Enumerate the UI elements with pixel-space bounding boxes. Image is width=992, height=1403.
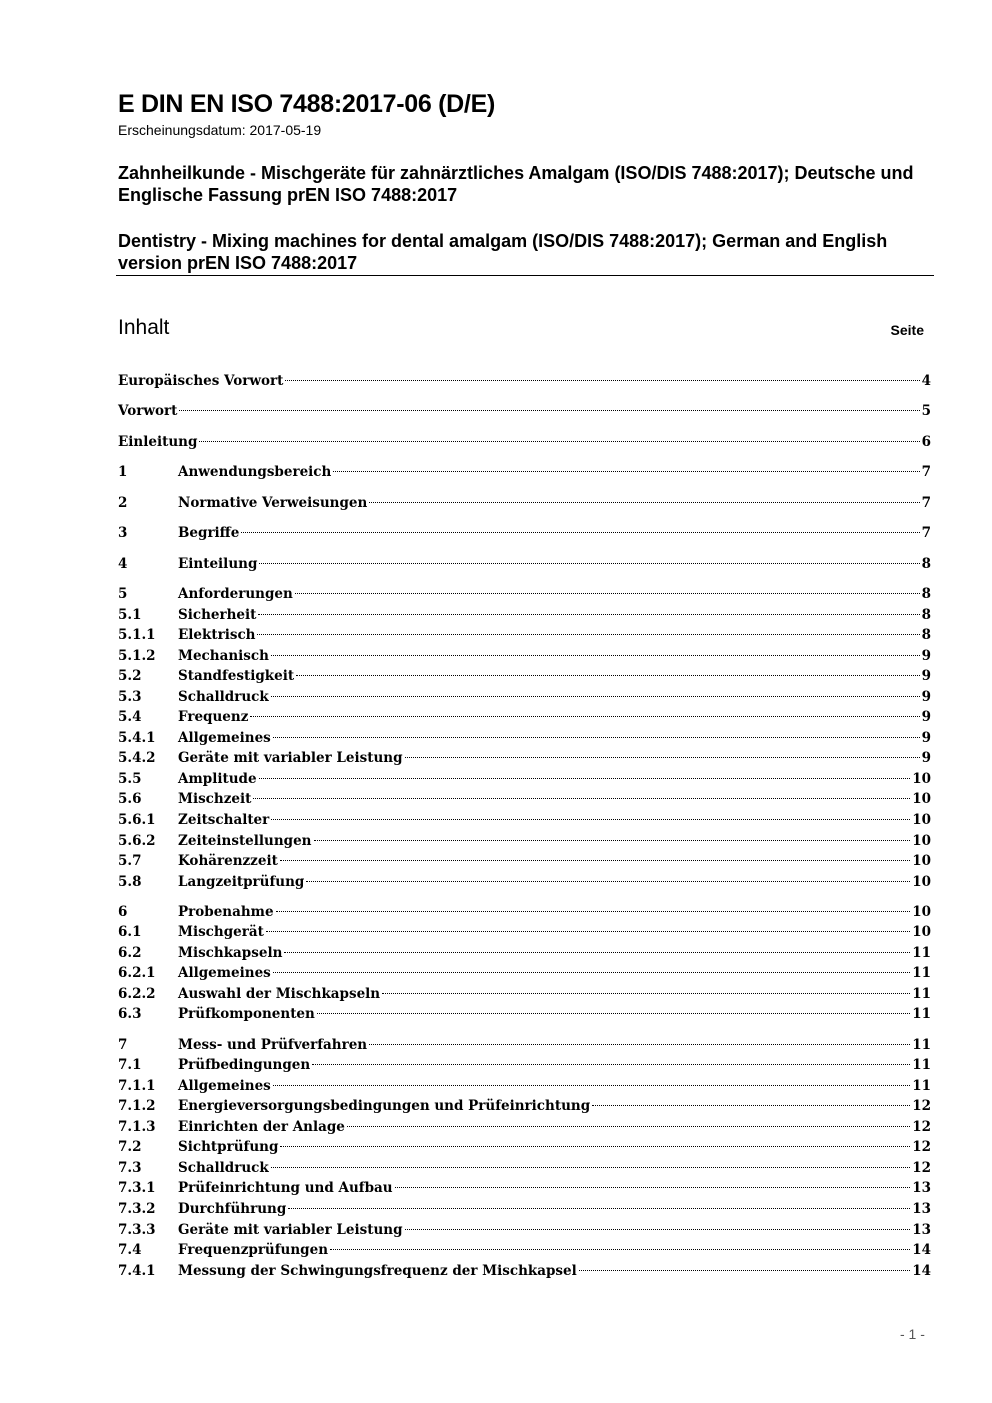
toc-entry[interactable] xyxy=(118,1199,931,1219)
toc-dot-leader xyxy=(405,757,920,758)
toc-dot-leader xyxy=(280,860,910,861)
toc-entry-number: 4 xyxy=(118,556,128,572)
toc-entry-number: 6 xyxy=(118,904,128,920)
toc-entry-label: Prüfkomponenten xyxy=(178,1006,315,1022)
document-title: E DIN EN ISO 7488:2017-06 (D/E) xyxy=(118,90,495,118)
toc-entry-label: Zeitschalter xyxy=(178,812,270,828)
toc-entry-page: 8 xyxy=(921,627,931,643)
toc-dot-leader xyxy=(579,1270,910,1271)
toc-dot-leader xyxy=(250,716,919,717)
toc-entry[interactable] xyxy=(118,625,931,645)
toc-entry-number: 7.3 xyxy=(118,1160,142,1176)
toc-entry-number: 5.6 xyxy=(118,791,142,807)
toc-dot-leader xyxy=(296,675,919,676)
toc-entry-label: Einrichten der Anlage xyxy=(178,1119,345,1135)
toc-dot-leader xyxy=(333,471,919,472)
toc-entry-number: 7.4.1 xyxy=(118,1263,156,1279)
toc-entry-number: 7.1 xyxy=(118,1057,142,1073)
toc-entry-label: Frequenz xyxy=(178,709,249,725)
toc-entry[interactable] xyxy=(118,1096,931,1116)
toc-entry-number: 7.3.3 xyxy=(118,1222,156,1238)
toc-dot-leader xyxy=(330,1249,910,1250)
toc-entry-number: 5.8 xyxy=(118,874,142,890)
toc-entry[interactable] xyxy=(118,769,931,789)
toc-entry[interactable] xyxy=(118,1178,931,1198)
toc-entry-page: 12 xyxy=(912,1119,931,1135)
toc-entry-number: 7.4 xyxy=(118,1242,142,1258)
toc-entry-number: 5.4.2 xyxy=(118,750,156,766)
toc-entry-label: Normative Verweisungen xyxy=(178,495,368,511)
toc-entry[interactable] xyxy=(118,493,931,513)
toc-dot-leader xyxy=(317,1013,910,1014)
toc-heading: Inhalt xyxy=(118,316,170,339)
toc-entry[interactable] xyxy=(118,1158,931,1178)
toc-dot-leader xyxy=(314,840,911,841)
toc-entry-page: 12 xyxy=(912,1098,931,1114)
toc-entry[interactable] xyxy=(118,401,931,421)
toc-entry-number: 5 xyxy=(118,586,128,602)
toc-entry-page: 11 xyxy=(912,945,931,961)
toc-entry-page: 9 xyxy=(921,750,931,766)
toc-entry-page: 13 xyxy=(912,1222,931,1238)
toc-entry-page: 10 xyxy=(912,853,931,869)
toc-entry-page: 14 xyxy=(912,1242,931,1258)
toc-entry[interactable] xyxy=(118,1261,931,1281)
toc-entry-label: Geräte mit variabler Leistung xyxy=(178,1222,403,1238)
toc-entry-page: 10 xyxy=(912,771,931,787)
toc-entry[interactable] xyxy=(118,1055,931,1075)
toc-dot-leader xyxy=(273,737,920,738)
toc-entry-page: 6 xyxy=(921,434,931,450)
toc-entry-label: Allgemeines xyxy=(178,1078,271,1094)
toc-entry-label: Allgemeines xyxy=(178,965,271,981)
toc-dot-leader xyxy=(259,778,911,779)
toc-dot-leader xyxy=(288,1208,910,1209)
toc-entry-number: 5.1.1 xyxy=(118,627,156,643)
toc-entry-page: 7 xyxy=(921,495,931,511)
toc-entry-label: Europäisches Vorwort xyxy=(118,373,284,389)
toc-entry-page: 10 xyxy=(912,791,931,807)
toc-entry-page: 11 xyxy=(912,1057,931,1073)
toc-entry-label: Mischgerät xyxy=(178,924,264,940)
toc-entry-number: 2 xyxy=(118,495,128,511)
toc-entry[interactable] xyxy=(118,1004,931,1024)
toc-dot-leader xyxy=(273,972,910,973)
toc-entry-page: 13 xyxy=(912,1180,931,1196)
toc-entry-page: 7 xyxy=(921,464,931,480)
toc-entry-label: Anwendungsbereich xyxy=(178,464,332,480)
toc-entry-label: Durchführung xyxy=(178,1201,287,1217)
toc-entry[interactable] xyxy=(118,1137,931,1157)
toc-entry-label: Standfestigkeit xyxy=(178,668,295,684)
toc-entry-number: 5.4.1 xyxy=(118,730,156,746)
page-number: - 1 - xyxy=(900,1326,925,1342)
toc-entry[interactable] xyxy=(118,831,931,851)
toc-dot-leader xyxy=(347,1126,910,1127)
subtitle-english: Dentistry - Mixing machines for dental amalgam (ISO/DIS 7488:2017); German and English version prEN ISO 7488:2017 xyxy=(118,231,888,273)
toc-entry-page: 10 xyxy=(912,874,931,890)
toc-entry-label: Sicherheit xyxy=(178,607,257,623)
toc-entry-label: Mischzeit xyxy=(178,791,252,807)
toc-entry[interactable] xyxy=(118,666,931,686)
toc-dot-leader xyxy=(258,614,919,615)
toc-dot-leader xyxy=(280,1146,910,1147)
toc-entry-label: Zeiteinstellungen xyxy=(178,833,312,849)
toc-entry-number: 7.3.1 xyxy=(118,1180,156,1196)
toc-dot-leader xyxy=(259,563,919,564)
toc-entry-label: Mischkapseln xyxy=(178,945,283,961)
toc-entry-page: 10 xyxy=(912,904,931,920)
toc-entry-label: Auswahl der Mischkapseln xyxy=(178,986,381,1002)
toc-entry-page: 9 xyxy=(921,709,931,725)
toc-entry-label: Energieversorgungsbedingungen und Prüfeinrichtung xyxy=(178,1098,591,1114)
toc-entry[interactable] xyxy=(118,584,931,604)
toc-entry-page: 9 xyxy=(921,689,931,705)
toc-entry-number: 5.7 xyxy=(118,853,142,869)
toc-entry-page: 8 xyxy=(921,556,931,572)
toc-dot-leader xyxy=(592,1105,910,1106)
toc-entry-page: 11 xyxy=(912,986,931,1002)
toc-entry[interactable] xyxy=(118,1117,931,1137)
toc-dot-leader xyxy=(284,952,910,953)
toc-entry-page: 9 xyxy=(921,648,931,664)
toc-page-label: Seite xyxy=(890,322,924,338)
toc-entry-number: 6.2 xyxy=(118,945,142,961)
table-of-contents xyxy=(118,0,931,1403)
toc-entry-page: 10 xyxy=(912,924,931,940)
toc-entry-page: 10 xyxy=(912,833,931,849)
toc-dot-leader xyxy=(271,696,920,697)
toc-entry-label: Einteilung xyxy=(178,556,258,572)
toc-dot-leader xyxy=(405,1229,911,1230)
toc-entry-page: 11 xyxy=(912,965,931,981)
toc-dot-leader xyxy=(276,911,911,912)
toc-dot-leader xyxy=(257,634,919,635)
toc-entry-page: 8 xyxy=(921,586,931,602)
toc-entry[interactable] xyxy=(118,943,931,963)
toc-entry[interactable] xyxy=(118,646,931,666)
toc-entry[interactable] xyxy=(118,523,931,543)
toc-dot-leader xyxy=(273,1085,910,1086)
toc-dot-leader xyxy=(285,380,919,381)
toc-entry-label: Kohärenzzeit xyxy=(178,853,278,869)
toc-dot-leader xyxy=(271,655,920,656)
toc-entry-page: 9 xyxy=(921,730,931,746)
toc-entry-label: Begriffe xyxy=(178,525,240,541)
toc-entry[interactable] xyxy=(118,902,931,922)
toc-entry-label: Vorwort xyxy=(118,403,178,419)
toc-entry-number: 6.2.1 xyxy=(118,965,156,981)
toc-dot-leader xyxy=(199,441,919,442)
toc-entry-number: 1 xyxy=(118,464,128,480)
toc-entry-number: 7 xyxy=(118,1037,128,1053)
toc-entry[interactable] xyxy=(118,963,931,983)
toc-entry[interactable] xyxy=(118,810,931,830)
toc-entry-number: 7.1.2 xyxy=(118,1098,156,1114)
toc-dot-leader xyxy=(369,1044,910,1045)
toc-entry-label: Anforderungen xyxy=(178,586,293,602)
toc-entry-label: Geräte mit variabler Leistung xyxy=(178,750,403,766)
toc-entry[interactable] xyxy=(118,748,931,768)
toc-dot-leader xyxy=(295,593,920,594)
toc-entry-number: 5.2 xyxy=(118,668,142,684)
toc-entry[interactable] xyxy=(118,462,931,482)
toc-entry-number: 6.3 xyxy=(118,1006,142,1022)
toc-entry-label: Prüfeinrichtung und Aufbau xyxy=(178,1180,393,1196)
toc-entry-number: 5.6.1 xyxy=(118,812,156,828)
toc-entry[interactable] xyxy=(118,687,931,707)
toc-entry[interactable] xyxy=(118,605,931,625)
toc-entry-label: Mess- und Prüfverfahren xyxy=(178,1037,368,1053)
toc-entry-number: 6.1 xyxy=(118,924,142,940)
toc-dot-leader xyxy=(395,1187,911,1188)
toc-entry[interactable] xyxy=(118,984,931,1004)
toc-entry-page: 5 xyxy=(921,403,931,419)
toc-dot-leader xyxy=(271,819,910,820)
toc-entry-label: Schalldruck xyxy=(178,1160,269,1176)
toc-entry[interactable] xyxy=(118,728,931,748)
toc-entry-page: 11 xyxy=(912,1078,931,1094)
toc-entry-label: Prüfbedingungen xyxy=(178,1057,311,1073)
publication-date: Erscheinungsdatum: 2017-05-19 xyxy=(118,122,322,138)
toc-entry[interactable] xyxy=(118,789,931,809)
toc-entry-label: Frequenzprüfungen xyxy=(178,1242,329,1258)
toc-entry-page: 12 xyxy=(912,1139,931,1155)
toc-entry-number: 7.2 xyxy=(118,1139,142,1155)
toc-entry[interactable] xyxy=(118,1076,931,1096)
toc-entry-number: 7.1.3 xyxy=(118,1119,156,1135)
toc-dot-leader xyxy=(253,798,910,799)
toc-entry-label: Amplitude xyxy=(178,771,257,787)
toc-entry-page: 11 xyxy=(912,1037,931,1053)
toc-entry-number: 5.4 xyxy=(118,709,142,725)
toc-dot-leader xyxy=(271,1167,910,1168)
toc-entry-label: Langzeitprüfung xyxy=(178,874,305,890)
toc-entry-page: 8 xyxy=(921,607,931,623)
toc-entry[interactable] xyxy=(118,371,931,391)
toc-entry-label: Einleitung xyxy=(118,434,198,450)
toc-entry-page: 12 xyxy=(912,1160,931,1176)
toc-entry-page: 14 xyxy=(912,1263,931,1279)
toc-entry-page: 7 xyxy=(921,525,931,541)
toc-entry-number: 7.1.1 xyxy=(118,1078,156,1094)
toc-entry-page: 4 xyxy=(921,373,931,389)
toc-entry-page: 10 xyxy=(912,812,931,828)
toc-entry-number: 3 xyxy=(118,525,128,541)
toc-entry-number: 5.1.2 xyxy=(118,648,156,664)
toc-entry[interactable] xyxy=(118,707,931,727)
toc-entry[interactable] xyxy=(118,872,931,892)
toc-dot-leader xyxy=(179,410,919,411)
toc-entry-number: 5.6.2 xyxy=(118,833,156,849)
toc-dot-leader xyxy=(369,502,919,503)
toc-entry-number: 6.2.2 xyxy=(118,986,156,1002)
toc-entry-label: Messung der Schwingungsfrequenz der Mischkapsel xyxy=(178,1263,577,1279)
toc-dot-leader xyxy=(382,993,910,994)
toc-entry-page: 9 xyxy=(921,668,931,684)
toc-entry-label: Schalldruck xyxy=(178,689,269,705)
toc-entry-label: Elektrisch xyxy=(178,627,256,643)
toc-entry-label: Probenahme xyxy=(178,904,274,920)
toc-dot-leader xyxy=(266,931,910,932)
toc-entry-number: 5.1 xyxy=(118,607,142,623)
toc-entry-number: 5.3 xyxy=(118,689,142,705)
toc-entry-page: 11 xyxy=(912,1006,931,1022)
toc-entry[interactable] xyxy=(118,554,931,574)
subtitle-german: Zahnheilkunde - Mischgeräte für zahnärztliches Amalgam (ISO/DIS 7488:2017); Deutsche und Englische Fassung prEN ISO 7488:2017 xyxy=(118,163,914,205)
toc-entry[interactable] xyxy=(118,851,931,871)
toc-entry[interactable] xyxy=(118,1220,931,1240)
toc-entry[interactable] xyxy=(118,1240,931,1260)
toc-entry-page: 13 xyxy=(912,1201,931,1217)
toc-entry-number: 7.3.2 xyxy=(118,1201,156,1217)
toc-dot-leader xyxy=(306,881,910,882)
toc-dot-leader xyxy=(312,1064,910,1065)
toc-entry-number: 5.5 xyxy=(118,771,142,787)
toc-entry[interactable] xyxy=(118,1035,931,1055)
toc-entry-label: Allgemeines xyxy=(178,730,271,746)
toc-entry-label: Sichtprüfung xyxy=(178,1139,279,1155)
toc-entry-label: Mechanisch xyxy=(178,648,269,664)
toc-dot-leader xyxy=(241,532,919,533)
toc-entry[interactable] xyxy=(118,432,931,452)
toc-entry[interactable] xyxy=(118,922,931,942)
